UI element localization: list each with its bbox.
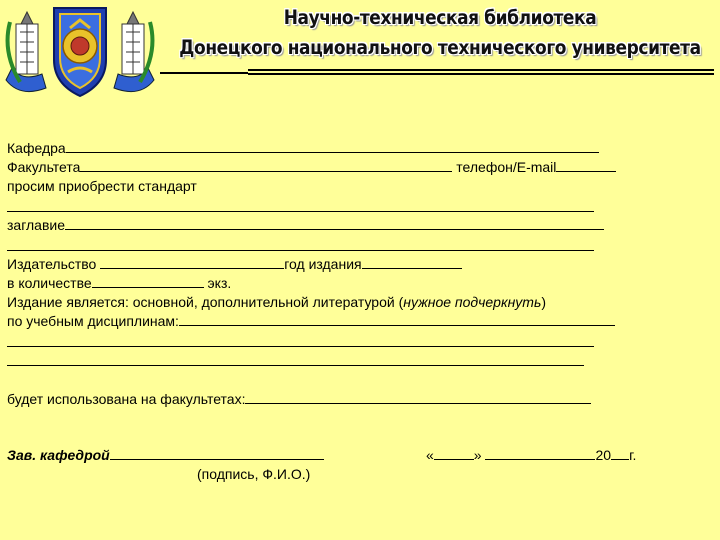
- disciplines-extra-field-2[interactable]: [7, 365, 584, 366]
- faculty-row: [7, 159, 616, 176]
- edition-row: [7, 294, 546, 311]
- title-row: [7, 217, 604, 234]
- date-close-quote: »: [473, 447, 482, 463]
- date-year-field[interactable]: [611, 447, 629, 460]
- department-field[interactable]: [66, 140, 599, 153]
- phone-field[interactable]: [556, 159, 616, 172]
- department-row: [7, 140, 599, 157]
- year-label: год издания: [284, 256, 362, 272]
- faculty-label: Факультета: [7, 159, 81, 175]
- request-text: просим приобрести стандарт: [7, 178, 197, 194]
- edition-text: Издание является: основной, дополнительной литературой (: [7, 294, 404, 310]
- title-field[interactable]: [65, 217, 604, 230]
- quantity-row: [7, 275, 231, 292]
- university-title: Донецкого национального технического университета: [179, 36, 701, 60]
- date-row: [426, 447, 636, 464]
- signature-row: [7, 447, 324, 464]
- header-rule-short: [160, 72, 248, 74]
- disciplines-extra-field-1[interactable]: [7, 346, 594, 347]
- disciplines-field[interactable]: [179, 313, 615, 326]
- edition-close: ): [541, 294, 546, 310]
- disciplines-label: по учебным дисциплинам:: [7, 313, 179, 329]
- standard-field[interactable]: [7, 211, 594, 212]
- signature-caption: (подпись, Ф.И.О.): [197, 466, 311, 482]
- year-field[interactable]: [362, 256, 462, 269]
- publisher-row: [7, 256, 462, 273]
- quantity-field[interactable]: [92, 275, 204, 288]
- head-label: Зав. кафедрой: [7, 447, 110, 463]
- faculties-row: [7, 391, 591, 408]
- publisher-field[interactable]: [100, 256, 284, 269]
- university-emblem-logo: [2, 2, 158, 100]
- faculties-label: будет использована на факультетах:: [7, 391, 246, 407]
- header-rule-upper: [248, 69, 714, 71]
- quantity-prefix: в количестве: [7, 275, 92, 291]
- quantity-suffix: экз.: [207, 275, 232, 291]
- date-open-quote: «: [426, 447, 434, 463]
- disciplines-row: [7, 313, 615, 330]
- publisher-label: Издательство: [7, 256, 97, 272]
- phone-label: телефон/E-mail: [456, 159, 557, 175]
- header-rule-lower: [248, 73, 714, 75]
- date-month-field[interactable]: [485, 447, 595, 460]
- title-extra-field[interactable]: [7, 250, 594, 251]
- faculty-field[interactable]: [80, 159, 452, 172]
- date-year-suffix: г.: [629, 447, 637, 463]
- date-year-prefix: 20: [595, 447, 612, 463]
- head-signature-field[interactable]: [110, 447, 324, 460]
- library-title: Научно-техническая библиотека: [283, 6, 597, 30]
- department-label: Кафедра: [7, 140, 66, 156]
- title-label: заглавие: [7, 217, 66, 233]
- edition-note: нужное подчеркнуть: [403, 294, 542, 310]
- faculties-field[interactable]: [245, 391, 591, 404]
- date-day-field[interactable]: [434, 447, 474, 460]
